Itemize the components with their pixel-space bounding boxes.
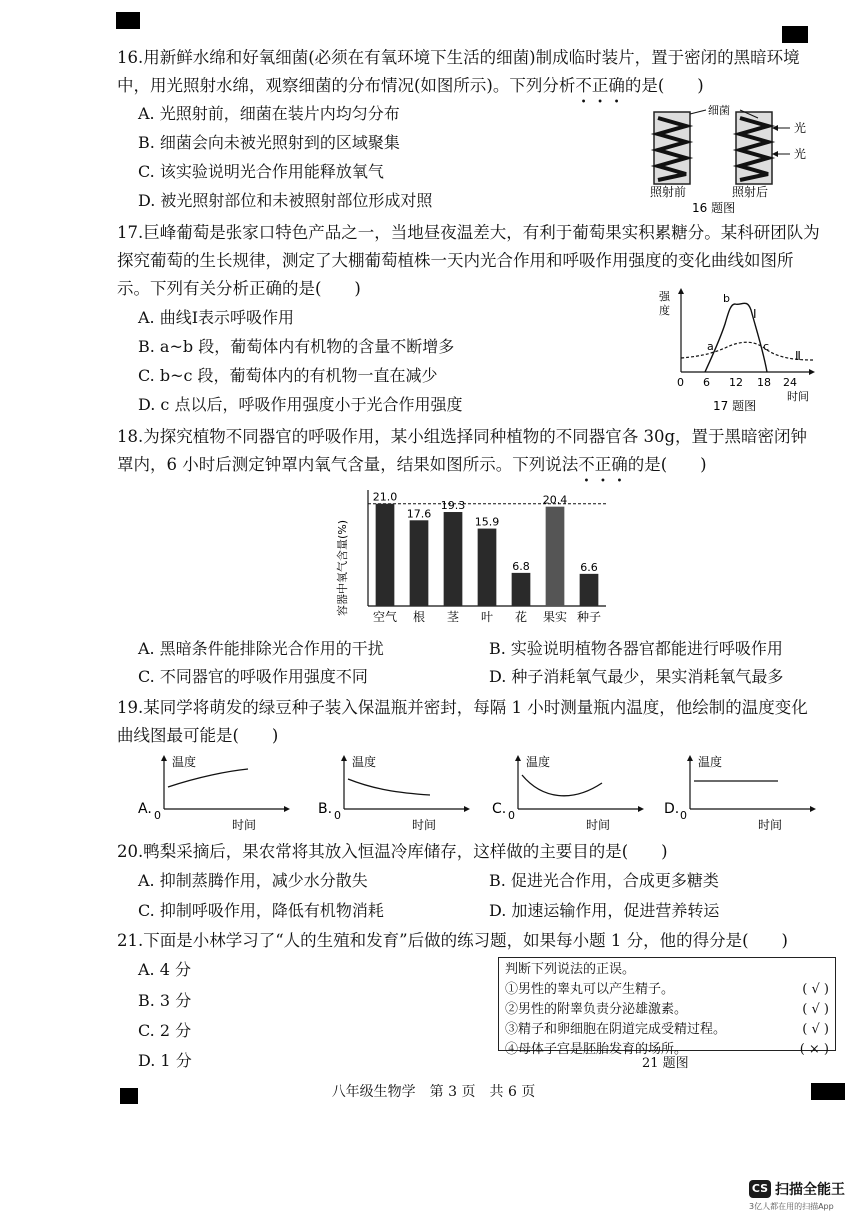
category-label: 种子 — [576, 610, 602, 624]
question-20: 20.鸭梨采摘后，果农常将其放入恒温冷库储存，这样做的主要目的是( ) — [117, 842, 668, 861]
q21-caption: 21 题图 — [642, 1056, 689, 1071]
bar-5 — [546, 507, 565, 606]
page-footer: 八年级生物学 第 3 页 共 6 页 — [331, 1084, 536, 1100]
tick-24: 24 — [783, 376, 797, 389]
option-letter: B. — [318, 801, 333, 817]
bar-0 — [376, 504, 395, 606]
emphasis-char: 确 — [608, 76, 625, 95]
question-17: 17.巨峰葡萄是张家口特色产品之一，当地昼夜温差大，有利于葡萄果实积累糖分。某科研团队为探究葡萄的生长规律，测定了大棚葡萄植株一天内光合作用和呼吸作用强度的变化曲线如图所示。下列有关分析正确的是( ) — [117, 223, 820, 298]
box-row-mark: ( √ ) — [802, 1022, 829, 1037]
label-after: 照射后 — [732, 185, 769, 199]
q18-option-b: B. 实验说明植物各器官都能进行呼吸作用 — [489, 639, 783, 658]
box-row-mark: ( × ) — [799, 1042, 829, 1057]
temperature-curve — [168, 769, 248, 787]
q19-graph-b — [318, 753, 478, 833]
graph-xlabel: 时间 — [586, 818, 611, 832]
graph-origin: 0 — [680, 809, 687, 822]
q19-graph-a — [138, 753, 298, 833]
y-arrow — [515, 755, 521, 761]
bar-6 — [580, 574, 599, 606]
category-label: 花 — [514, 610, 528, 624]
label-light-1: 光 — [794, 121, 807, 135]
q16-stem-end: 的是( ) — [624, 76, 704, 95]
option-letter: C. — [492, 801, 507, 817]
point-c: c — [763, 340, 770, 353]
graph-ylabel: 温度 — [526, 755, 551, 769]
temperature-curve — [522, 775, 602, 796]
option-letter: A. — [138, 801, 152, 817]
bar-value-label: 20.4 — [542, 493, 568, 507]
graph-origin: 0 — [334, 809, 341, 822]
q17-ylabel-2: 度 — [659, 304, 670, 317]
box-row-text: ①男性的睾丸可以产生精子。 — [505, 982, 675, 997]
point-a: a — [707, 340, 714, 353]
bar-4 — [512, 573, 531, 606]
graph-xlabel: 时间 — [412, 818, 437, 832]
q17-ylabel-1: 强 — [659, 290, 670, 303]
graph-ylabel: 温度 — [172, 755, 197, 769]
bar-value-label: 17.6 — [406, 507, 432, 521]
q21-option-b: B. 3 分 — [138, 991, 192, 1010]
label-before: 照射前 — [650, 185, 687, 199]
q18-bar-chart — [330, 484, 610, 630]
graph-xlabel: 时间 — [232, 818, 257, 832]
label-bacteria: 细菌 — [708, 104, 730, 117]
q17-option-d: D. c 点以后，呼吸作用强度小于光合作用强度 — [138, 395, 463, 414]
chart-ylabel: 容器中氧气含量(%) — [336, 519, 349, 616]
emphasis-char: 不 — [575, 76, 592, 95]
q20-option-c: C. 抑制呼吸作用，降低有机物消耗 — [138, 901, 384, 920]
q16-option-a: A. 光照射前，细菌在装片内均匀分布 — [138, 104, 400, 123]
curve-respiration — [681, 342, 813, 360]
category-label: 叶 — [480, 610, 494, 624]
tick-6: 6 — [703, 376, 710, 389]
box-row — [505, 1020, 829, 1040]
q16-option-d: D. 被光照射部位和未被照射部位形成对照 — [138, 191, 433, 210]
redaction-mark — [782, 26, 808, 43]
category-label: 茎 — [446, 610, 460, 624]
q18-option-c: C. 不同器官的呼吸作用强度不同 — [138, 667, 368, 686]
curve-label-1: Ⅰ — [753, 307, 757, 321]
bar-3 — [478, 529, 497, 606]
y-arrow — [341, 755, 347, 761]
emphasis-char: 不 — [578, 455, 595, 474]
q18-stem-end: 的是( ) — [627, 455, 707, 474]
q17-caption: 17 题图 — [713, 399, 757, 413]
q20-option-a: A. 抑制蒸腾作用，减少水分散失 — [138, 871, 368, 890]
category-label: 空气 — [372, 610, 398, 624]
box-row-mark: ( √ ) — [802, 982, 829, 997]
graph-ylabel: 温度 — [698, 755, 723, 769]
category-label: 根 — [412, 610, 426, 624]
q18-option-d: D. 种子消耗氧气最少，果实消耗氧气最多 — [489, 667, 784, 686]
box-row-text: ③精子和卵细胞在阴道完成受精过程。 — [505, 1022, 727, 1037]
bar-value-label: 19.3 — [440, 499, 466, 513]
q21-option-d: D. 1 分 — [138, 1051, 192, 1070]
bar-value-label: 21.0 — [372, 490, 398, 504]
graph-origin: 0 — [154, 809, 161, 822]
emphasis-char: 确 — [611, 455, 628, 474]
box-title: 判断下列说法的正误。 — [505, 962, 636, 977]
q18-option-a: A. 黑暗条件能排除光合作用的干扰 — [138, 639, 384, 658]
y-arrow — [687, 755, 693, 761]
q20-option-b: B. 促进光合作用，合成更多糖类 — [489, 871, 719, 890]
q19-graph-d — [664, 753, 824, 833]
emphasis-char: 正 — [594, 455, 612, 474]
bar-1 — [410, 520, 429, 606]
q16-option-c: C. 该实验说明光合作用能释放氧气 — [138, 162, 384, 181]
category-label: 果实 — [542, 610, 568, 624]
q16-option-b: B. 细菌会向未被光照射到的区域聚集 — [138, 133, 400, 152]
tick-0: 0 — [677, 376, 684, 389]
q21-judgement-box — [498, 957, 836, 1057]
q16-caption: 16 题图 — [692, 201, 736, 215]
bar-value-label: 6.6 — [580, 560, 598, 574]
label-light-2: 光 — [794, 147, 807, 161]
box-row — [505, 980, 829, 1000]
question-19: 19.某同学将萌发的绿豆种子装入保温瓶并密封，每隔 1 小时测量瓶内温度，他绘制的温度变化曲线图最可能是( ) — [117, 698, 808, 745]
bar-value-label: 6.8 — [512, 559, 530, 573]
q17-option-c: C. b~c 段，葡萄体内的有机物一直在减少 — [138, 366, 438, 385]
curve-photosynthesis — [705, 303, 770, 372]
y-arrow — [161, 755, 167, 761]
tick-12: 12 — [729, 376, 743, 389]
q17-option-b: B. a~b 段，葡萄体内有机物的含量不断增多 — [138, 337, 455, 356]
x-arrow — [284, 806, 290, 812]
question-16 — [117, 44, 822, 100]
scanner-logo-icon: CS — [749, 1180, 771, 1198]
q16-stem: 16.用新鲜水绵和好氧细菌(必须在有氧环境下生活的细菌)制成临时装片，置于密闭的黑暗环境中，用光照射水绵，观察细菌的分布情况(如图所示)。下列分析 — [117, 48, 800, 95]
curve-label-2: Ⅱ — [795, 349, 801, 363]
scanner-watermark — [749, 1178, 845, 1212]
option-letter: D. — [664, 801, 680, 817]
q16-figure — [640, 104, 820, 216]
tick-18: 18 — [757, 376, 771, 389]
graph-ylabel: 温度 — [352, 755, 377, 769]
q21-option-c: C. 2 分 — [138, 1021, 192, 1040]
question-21: 21.下面是小林学习了“人的生殖和发育”后做的练习题，如果每小题 1 分，他的得分是( ) — [117, 931, 788, 950]
bar-2 — [444, 512, 463, 606]
redaction-mark — [116, 12, 140, 29]
box-row-mark: ( √ ) — [802, 1002, 829, 1017]
q18-stem: 18.为探究植物不同器官的呼吸作用，某小组选择同种植物的不同器官各 30g，置于黑暗密闭钟罩内，6 小时后测定钟罩内氧气含量，结果如图所示。下列说法 — [117, 427, 808, 474]
bar-value-label: 15.9 — [474, 515, 500, 529]
emphasis-char: 正 — [591, 76, 609, 95]
q17-figure — [655, 284, 825, 416]
scanner-tagline: 3亿人都在用的扫描App — [749, 1201, 834, 1211]
graph-origin: 0 — [508, 809, 515, 822]
x-arrow — [464, 806, 470, 812]
scanner-name: 扫描全能王 — [775, 1181, 845, 1198]
graph-xlabel: 时间 — [758, 818, 783, 832]
temperature-curve — [348, 779, 430, 795]
box-row-text: ②男性的附睾负责分泌雄激素。 — [505, 1002, 688, 1017]
q21-option-a: A. 4 分 — [138, 960, 191, 979]
box-row — [505, 1000, 829, 1020]
question-18 — [117, 423, 822, 479]
q17-option-a: A. 曲线Ⅰ表示呼吸作用 — [138, 308, 295, 327]
point-b: b — [723, 292, 730, 305]
box-row-text: ④母体子宫是胚胎发育的场所。 — [505, 1042, 688, 1057]
q17-xlabel: 时间 — [787, 390, 809, 403]
q19-graph-c — [492, 753, 652, 833]
q20-option-d: D. 加速运输作用，促进营养转运 — [489, 901, 720, 920]
x-arrow — [810, 806, 816, 812]
x-arrow — [638, 806, 644, 812]
